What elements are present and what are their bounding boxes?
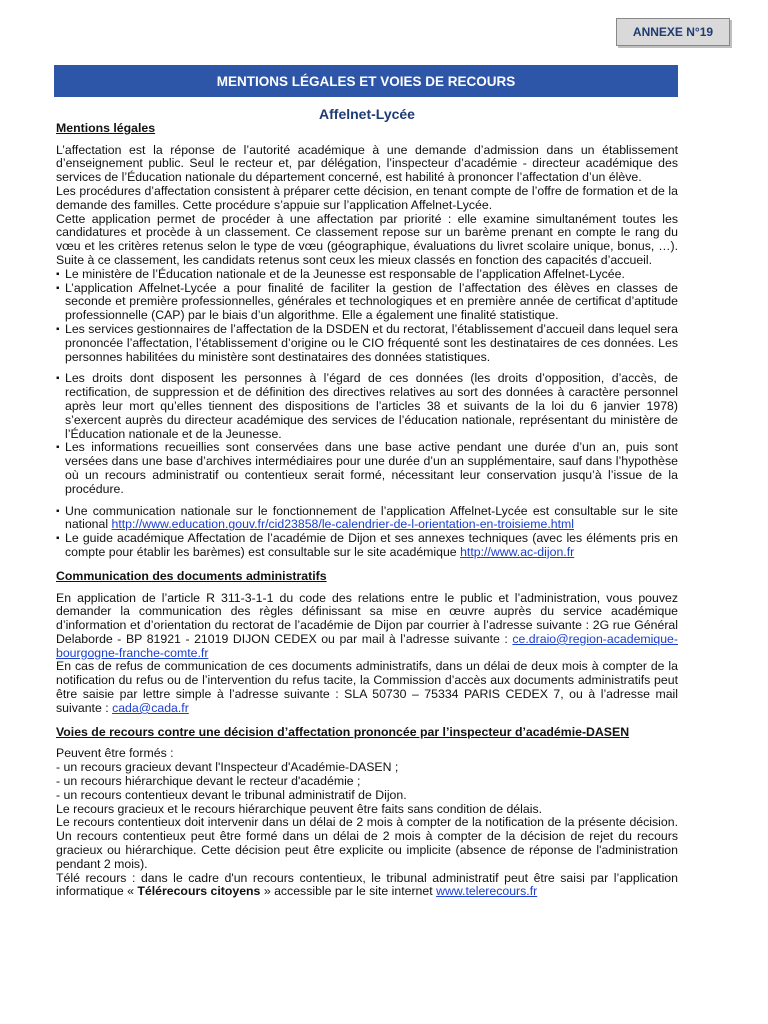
page-title-banner: MENTIONS LÉGALES ET VOIES DE RECOURS	[54, 65, 678, 97]
bullet-item	[56, 532, 678, 560]
bullet-text: Le guide académique Affectation de l’académie de Dijon et ses annexes techniques (avec les éléments pris en compte pour établir les barèmes) est consultable sur le site académique	[65, 531, 678, 559]
mentions-bullet-list	[56, 372, 678, 496]
education-gouv-link[interactable]: http://www.education.gouv.fr/cid23858/le-calendrier-de-l-orientation-en-troisieme.html	[111, 517, 574, 532]
recours-list	[56, 747, 678, 816]
ac-dijon-link[interactable]: http://www.ac-dijon.fr	[460, 544, 575, 559]
document-subtitle: Affelnet-Lycée	[319, 106, 415, 122]
telerecours-app-name: Télérecours citoyens	[137, 884, 261, 899]
telerecours-link[interactable]: www.telerecours.fr	[436, 884, 538, 899]
mentions-paragraph: Les procédures d’affectation consistent à préparer cette décision, en tenant compte de l’offre de formation et de la demande des familles. Cette procédure s’appuie sur l’application Affelnet-Lycée.	[56, 183, 678, 212]
section-heading-recours: Voies de recours contre une décision d’affectation prononcée par l’inspecteur d’académie-DASEN	[56, 724, 630, 739]
communication-text: En application de l’article R 311-3-1-1 du code des relations entre le public et l’administration, vous pouvez demander la communication des règles définissant sa mise en œuvre auprès du service académique d’information et d’orientation du rectorat de l’académie de Dijon par courrier à l’adresse suivante : 2G rue Général Delaborde - BP 81921 - 21019 DIJON CEDEX ou par mail à l’adresse suivante :	[56, 590, 678, 646]
communication-paragraph	[56, 660, 678, 715]
recours-line: Le recours gracieux et le recours hiérarchique peuvent être faits sans condition de délais.	[56, 801, 543, 816]
bullet-item: ▪ Le ministère de l’Éducation nationale et de la Jeunesse est responsable de l’application Affelnet-Lycée.	[56, 268, 678, 282]
mentions-paragraph: L’affectation est la réponse de l’autorité académique à une demande d’admission dans un établissement d’enseignement public. Seul le recteur et, par délégation, l’inspecteur d’académie - directeur académique des services de l’Éducation nationale du département concerné, est habilité à prononcer l’affectation d’un élève.	[56, 142, 678, 185]
recours-line: - un recours gracieux devant l'Inspecteur d'Académie-DASEN ;	[56, 760, 399, 775]
section-heading-communication: Communication des documents administratifs	[56, 568, 327, 583]
telerecours-paragraph	[56, 872, 678, 900]
mentions-bullet-list	[56, 505, 678, 560]
bullet-item: ▪ Les services gestionnaires de l’affectation de la DSDEN et du rectorat, l’établissement d’accueil dans lequel sera prononcée l’affectation, l’établissement d’origine ou le CIO fréquenté sont les destinataires de ces données. Les personnes habilitées du ministère sont destinataires des données statistiques.	[56, 323, 678, 364]
telerecours-text: Télé recours : dans le cadre d'un recours contentieux, le tribunal administratif peut être saisi par l’application informatique «	[56, 870, 678, 899]
communication-text: En cas de refus de communication de ces documents administratifs, dans un délai de deux mois à compter de la notification du refus ou de l’intervention du refus tacite, la Commission d’accès aux documents administratifs peut être saisie par lettre simple à l’adresse suivante : SLA 50730 – 75334 PARIS CEDEX 7, ou à l’adresse mail suivante :	[56, 659, 678, 715]
telerecours-text: » accessible par le site internet	[263, 884, 433, 899]
bullet-item: ▪ Les informations recueillies sont conservées dans une base active pendant une durée d’un an, puis sont versées dans une base d’archives intermédiaires pour une durée d’un an supplémentaire, sauf dans l’hypothèse où un recours administratif ou contentieux serait formé, nécessitant leur conservation jusqu’à l’issue de la procédure.	[56, 441, 678, 496]
recours-line: Peuvent être formés :	[56, 746, 174, 761]
recours-line: - un recours contentieux devant le tribunal administratif de Dijon.	[56, 787, 407, 802]
document-body	[56, 104, 678, 899]
communication-paragraph	[56, 592, 678, 661]
draio-email-link[interactable]: ce.draio@region-academique-bourgogne-franche-comte.fr	[56, 631, 678, 660]
bullet-item: ▪ L’application Affelnet-Lycée a pour finalité de faciliter la gestion de l’affectation des élèves en classes de seconde et première professionnelles, générales et technologiques et en première année de certificat d’aptitude professionnelle (CAP) par le biais d’un algorithme. Elle a également une finalité statistique.	[56, 282, 678, 323]
bullet-item: ▪ Les droits dont disposent les personnes à l’égard de ces données (les droits d’opposition, d’accès, de rectification, de suppression et de définition des directives relatives au sort des données à caractère personnel après leur mort qu’elles tiennent des dispositions de l’articles 38 et suivants de la loi du 6 janvier 1978) s’exercent auprès du directeur académique des services de l’éducation nationale, représentant du ministère de l’Éducation nationale et de la Jeunesse.	[56, 372, 678, 441]
cada-email-link[interactable]: cada@cada.fr	[112, 700, 189, 715]
annexe-label: ANNEXE N°19	[616, 18, 730, 46]
section-heading-mentions: Mentions légales	[56, 120, 156, 135]
bullet-text: Une communication nationale sur le fonctionnement de l’application Affelnet-Lycée est consultable sur le site national	[65, 503, 678, 532]
bullet-item	[56, 505, 678, 533]
mentions-bullet-list	[56, 268, 678, 365]
mentions-paragraph: Cette application permet de procéder à une affectation par priorité : elle examine simultanément toutes les candidatures et procède à un classement. Ce classement repose sur un barème prenant en compte le rang du vœu et les critères retenus selon le type de vœu (géographique, évaluations du livret scolaire unique, bonus, …). Suite à ce classement, les candidats retenus sont ceux les mieux classés en fonction des capacités d’accueil.	[56, 211, 678, 267]
recours-contentieux-paragraph: Le recours contentieux doit intervenir dans un délai de 2 mois à compter de la notification de la présente décision. Un recours contentieux peut être formé dans un délai de 2 mois à compter de la décision de rejet du recours gracieux ou hiérarchique. Cette décision peut être explicite ou implicite (absence de réponse de l'administration pendant 2 mois).	[56, 815, 678, 871]
recours-line: - un recours hiérarchique devant le recteur d'académie ;	[56, 774, 361, 789]
